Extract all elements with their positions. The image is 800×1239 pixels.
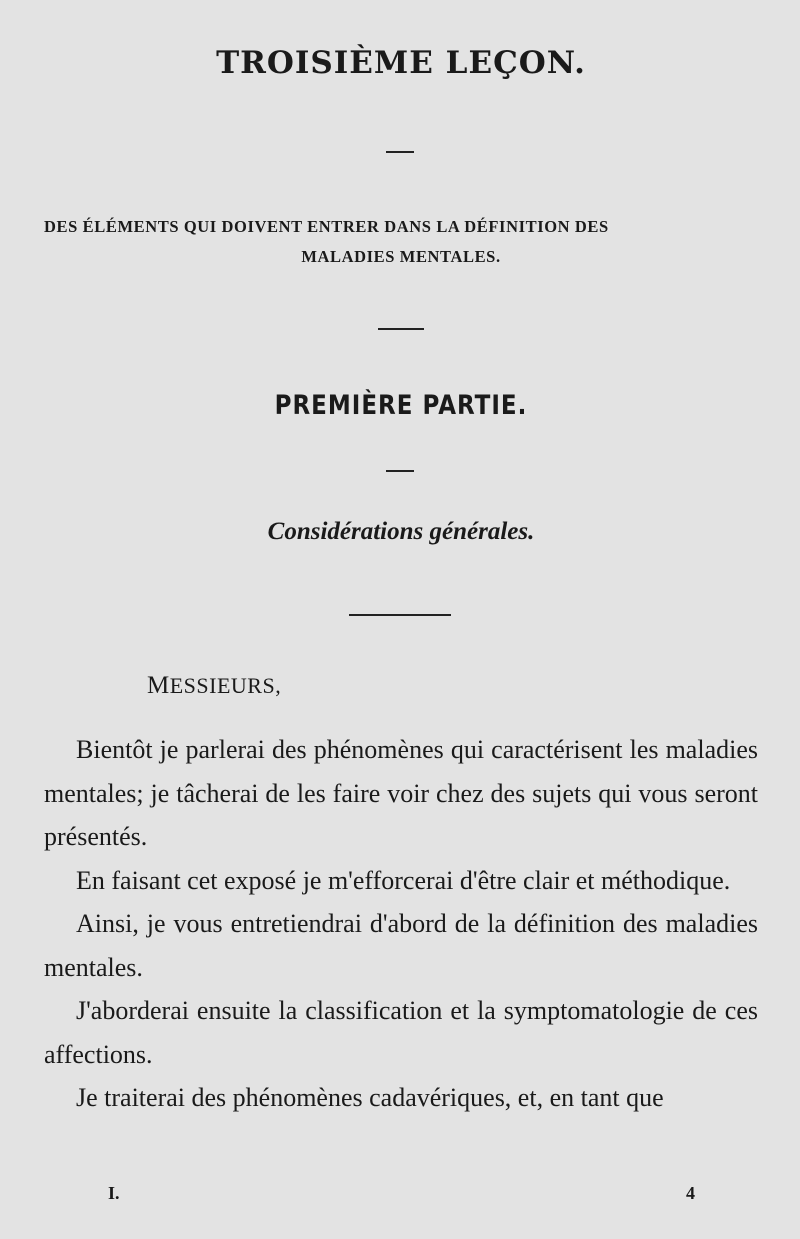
salutation-rest: ESSIEURS, <box>169 673 282 698</box>
divider-short-3 <box>386 470 414 472</box>
paragraph: Je traiterai des phénomènes cadavériques, et, en tant que <box>76 1083 664 1112</box>
signature-mark: I. <box>108 1183 120 1203</box>
divider-short-1 <box>386 151 414 153</box>
paragraph: Ainsi, je vous entretiendrai d'abord de la définition des maladies mentales. <box>44 909 758 982</box>
divider-long <box>349 614 451 616</box>
paragraph: En faisant cet exposé je m'efforcerai d'être clair et méthodique. <box>76 865 731 895</box>
paragraph: Bientôt je parlerai des phénomènes qui caractérisent les maladies mentales; je tâcherai de les faire voir chez des sujets qui vous seront présentés. <box>44 735 758 851</box>
salutation-initial: M <box>147 672 170 699</box>
chapter-subtitle-line-2: MALADIES MENTALES. <box>301 247 501 266</box>
body-text <box>44 728 758 1120</box>
part-title: PREMIÈRE PARTIE. <box>274 391 528 421</box>
sheet-number: 4 <box>686 1183 695 1203</box>
divider-short-2 <box>378 328 424 330</box>
salutation <box>147 672 281 700</box>
chapter-subtitle <box>44 212 758 272</box>
lecture-title: TROISIÈME LEÇON. <box>216 45 586 81</box>
paragraph: J'aborderai ensuite la classification et la symptomatologie de ces affections. <box>44 996 758 1069</box>
chapter-subtitle-line-1: DES ÉLÉMENTS QUI DOIVENT ENTRER DANS LA DÉFINITION DES <box>44 217 609 236</box>
section-title: Considérations générales. <box>267 518 535 545</box>
